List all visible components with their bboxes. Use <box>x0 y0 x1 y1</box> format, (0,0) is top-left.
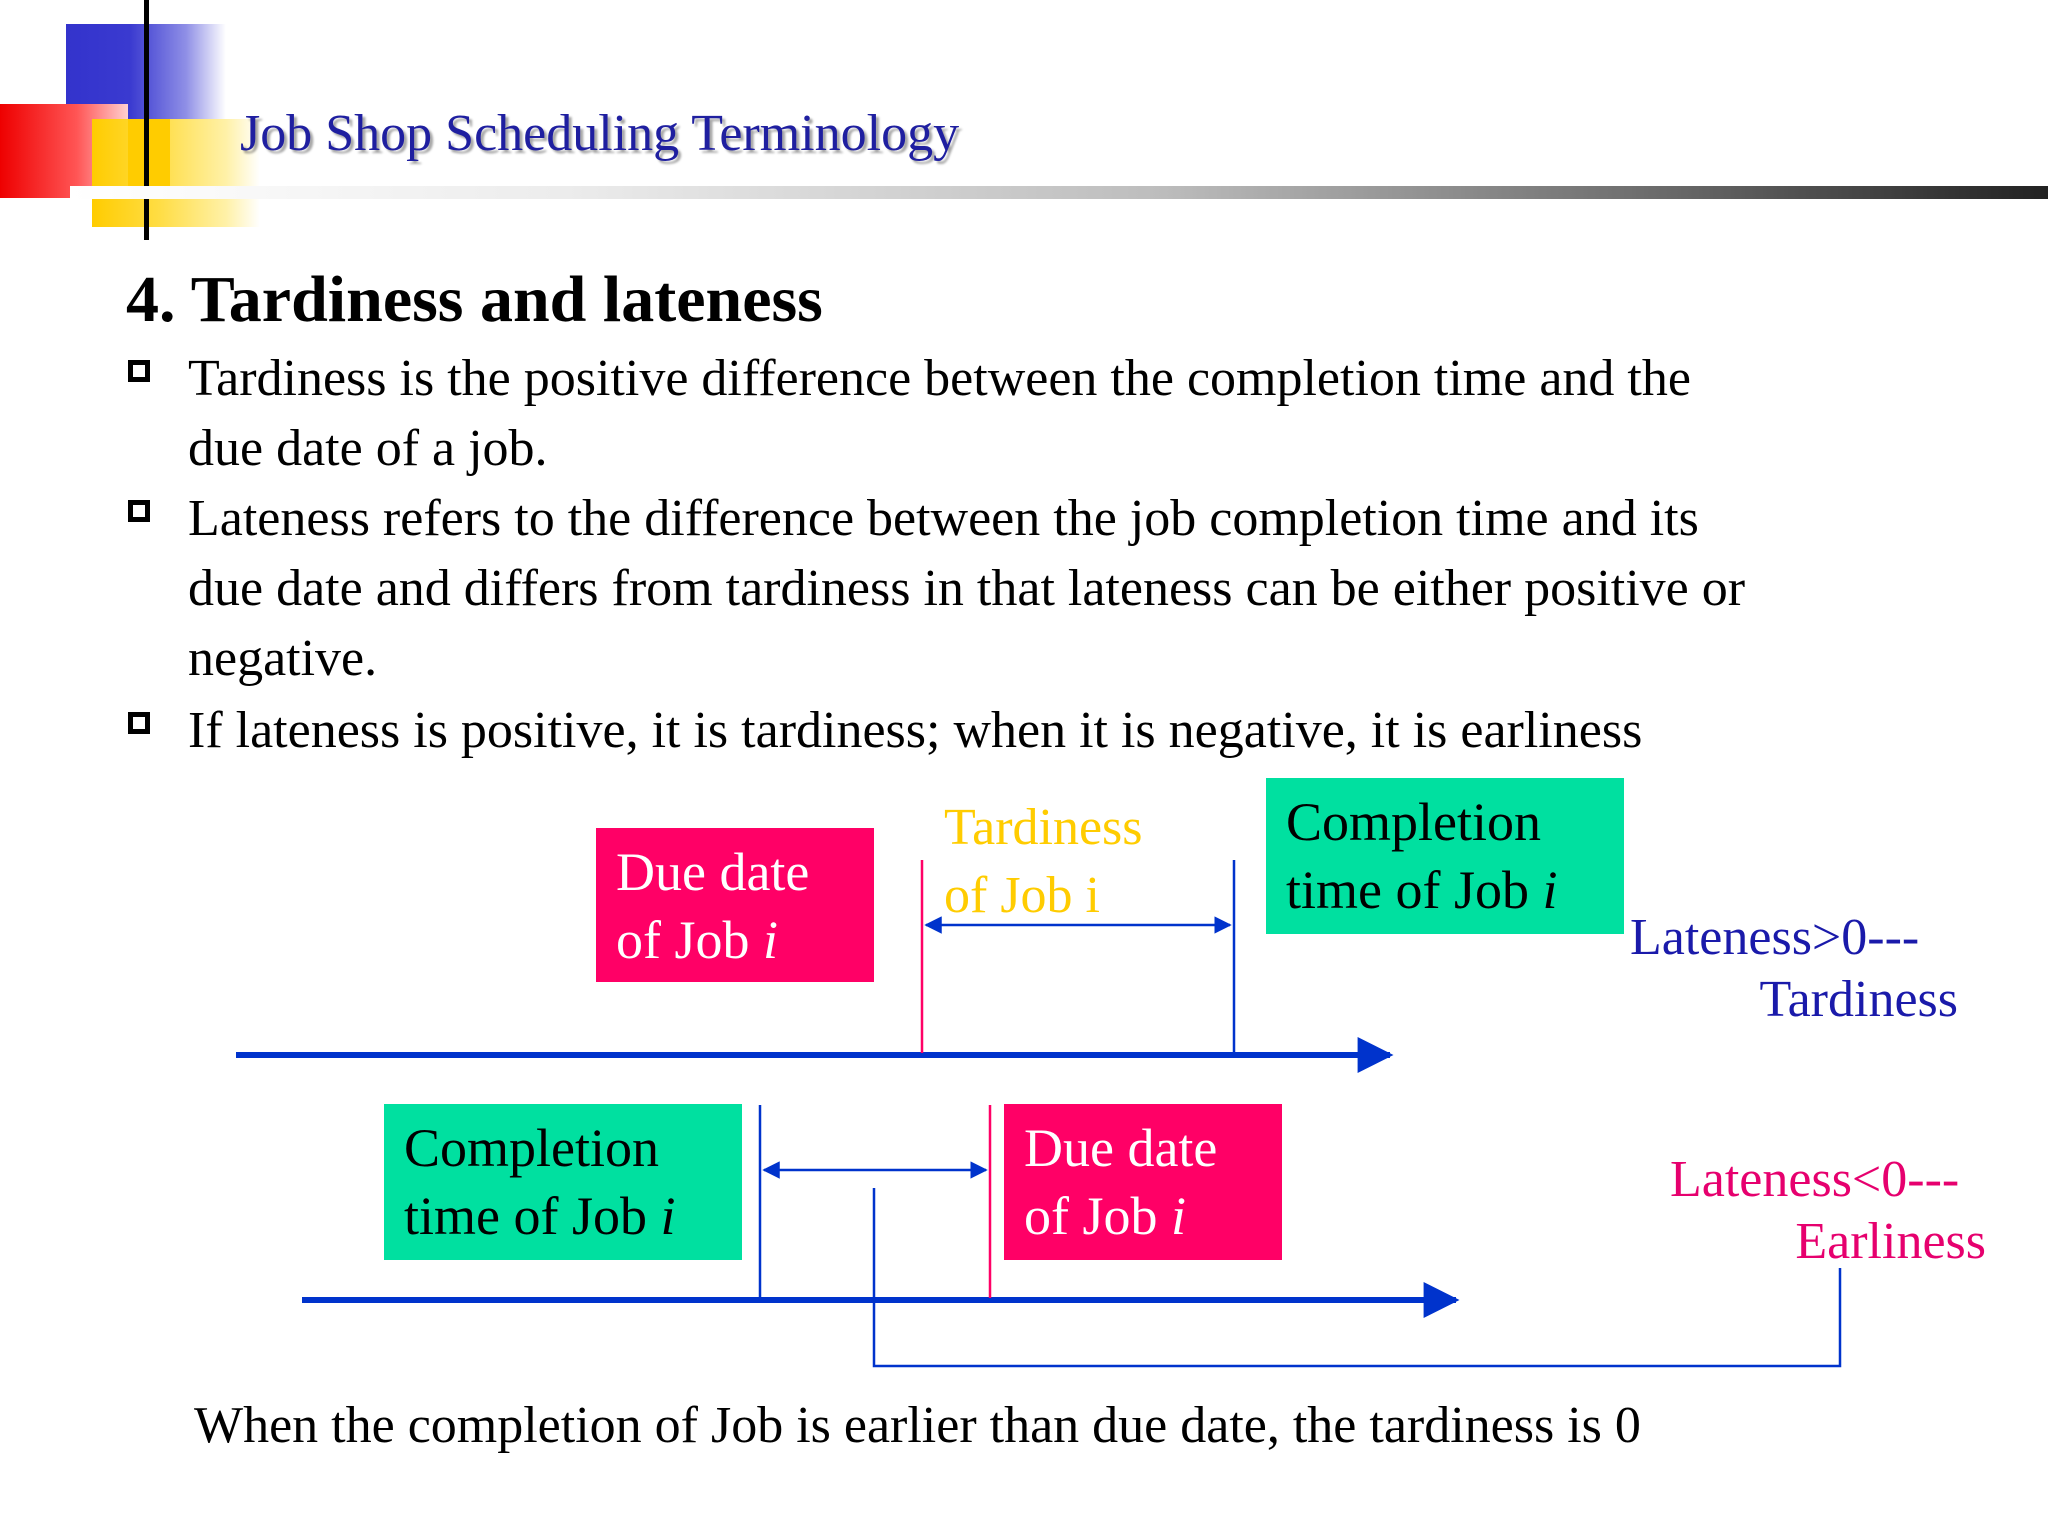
bottom-due-date-box <box>1004 1104 1282 1260</box>
footer-note: When the completion of Job is earlier than due date, the tardiness is 0 <box>194 1397 1641 1454</box>
lateness-positive-line-1: Lateness>0--- <box>1630 909 1920 966</box>
lateness-positive-line-2: Tardiness <box>1759 971 1958 1028</box>
top-completion-box <box>1266 778 1624 934</box>
bullet-2-line-3: negative. <box>188 630 378 687</box>
top-due-date-box <box>596 828 874 982</box>
top-completion-line-2: time of Job i <box>1286 860 1558 920</box>
top-completion-line-1: Completion <box>1286 792 1541 852</box>
slide-title: Job Shop Scheduling Terminology <box>240 105 960 162</box>
bullet-2-line-1: Lateness refers to the difference between the job completion time and its <box>188 490 1699 547</box>
tardiness-label-line-2: of Job i <box>944 867 1100 924</box>
top-due-date-line-1: Due date <box>616 842 810 902</box>
section-heading: 4. Tardiness and lateness <box>126 263 823 336</box>
lateness-negative-line-1: Lateness<0--- <box>1670 1151 1960 1208</box>
bullet-1-line-1: Tardiness is the positive difference between the completion time and the <box>188 350 1691 407</box>
lateness-negative-line-2: Earliness <box>1795 1213 1986 1270</box>
bullet-1-line-2: due date of a job. <box>188 420 548 477</box>
bullet-3-line-1: If lateness is positive, it is tardiness; when it is negative, it is earliness <box>188 702 1643 759</box>
bottom-completion-line-1: Completion <box>404 1118 659 1178</box>
bullet-2-line-2: due date and differs from tardiness in that lateness can be either positive or <box>188 560 1746 617</box>
bottom-completion-line-2: time of Job i <box>404 1186 676 1246</box>
bottom-due-date-line-1: Due date <box>1024 1118 1218 1178</box>
bottom-completion-box <box>384 1104 742 1260</box>
top-due-date-line-2: of Job i <box>616 910 779 970</box>
bottom-due-date-line-2: of Job i <box>1024 1186 1187 1246</box>
tardiness-label-line-1: Tardiness <box>944 799 1143 856</box>
